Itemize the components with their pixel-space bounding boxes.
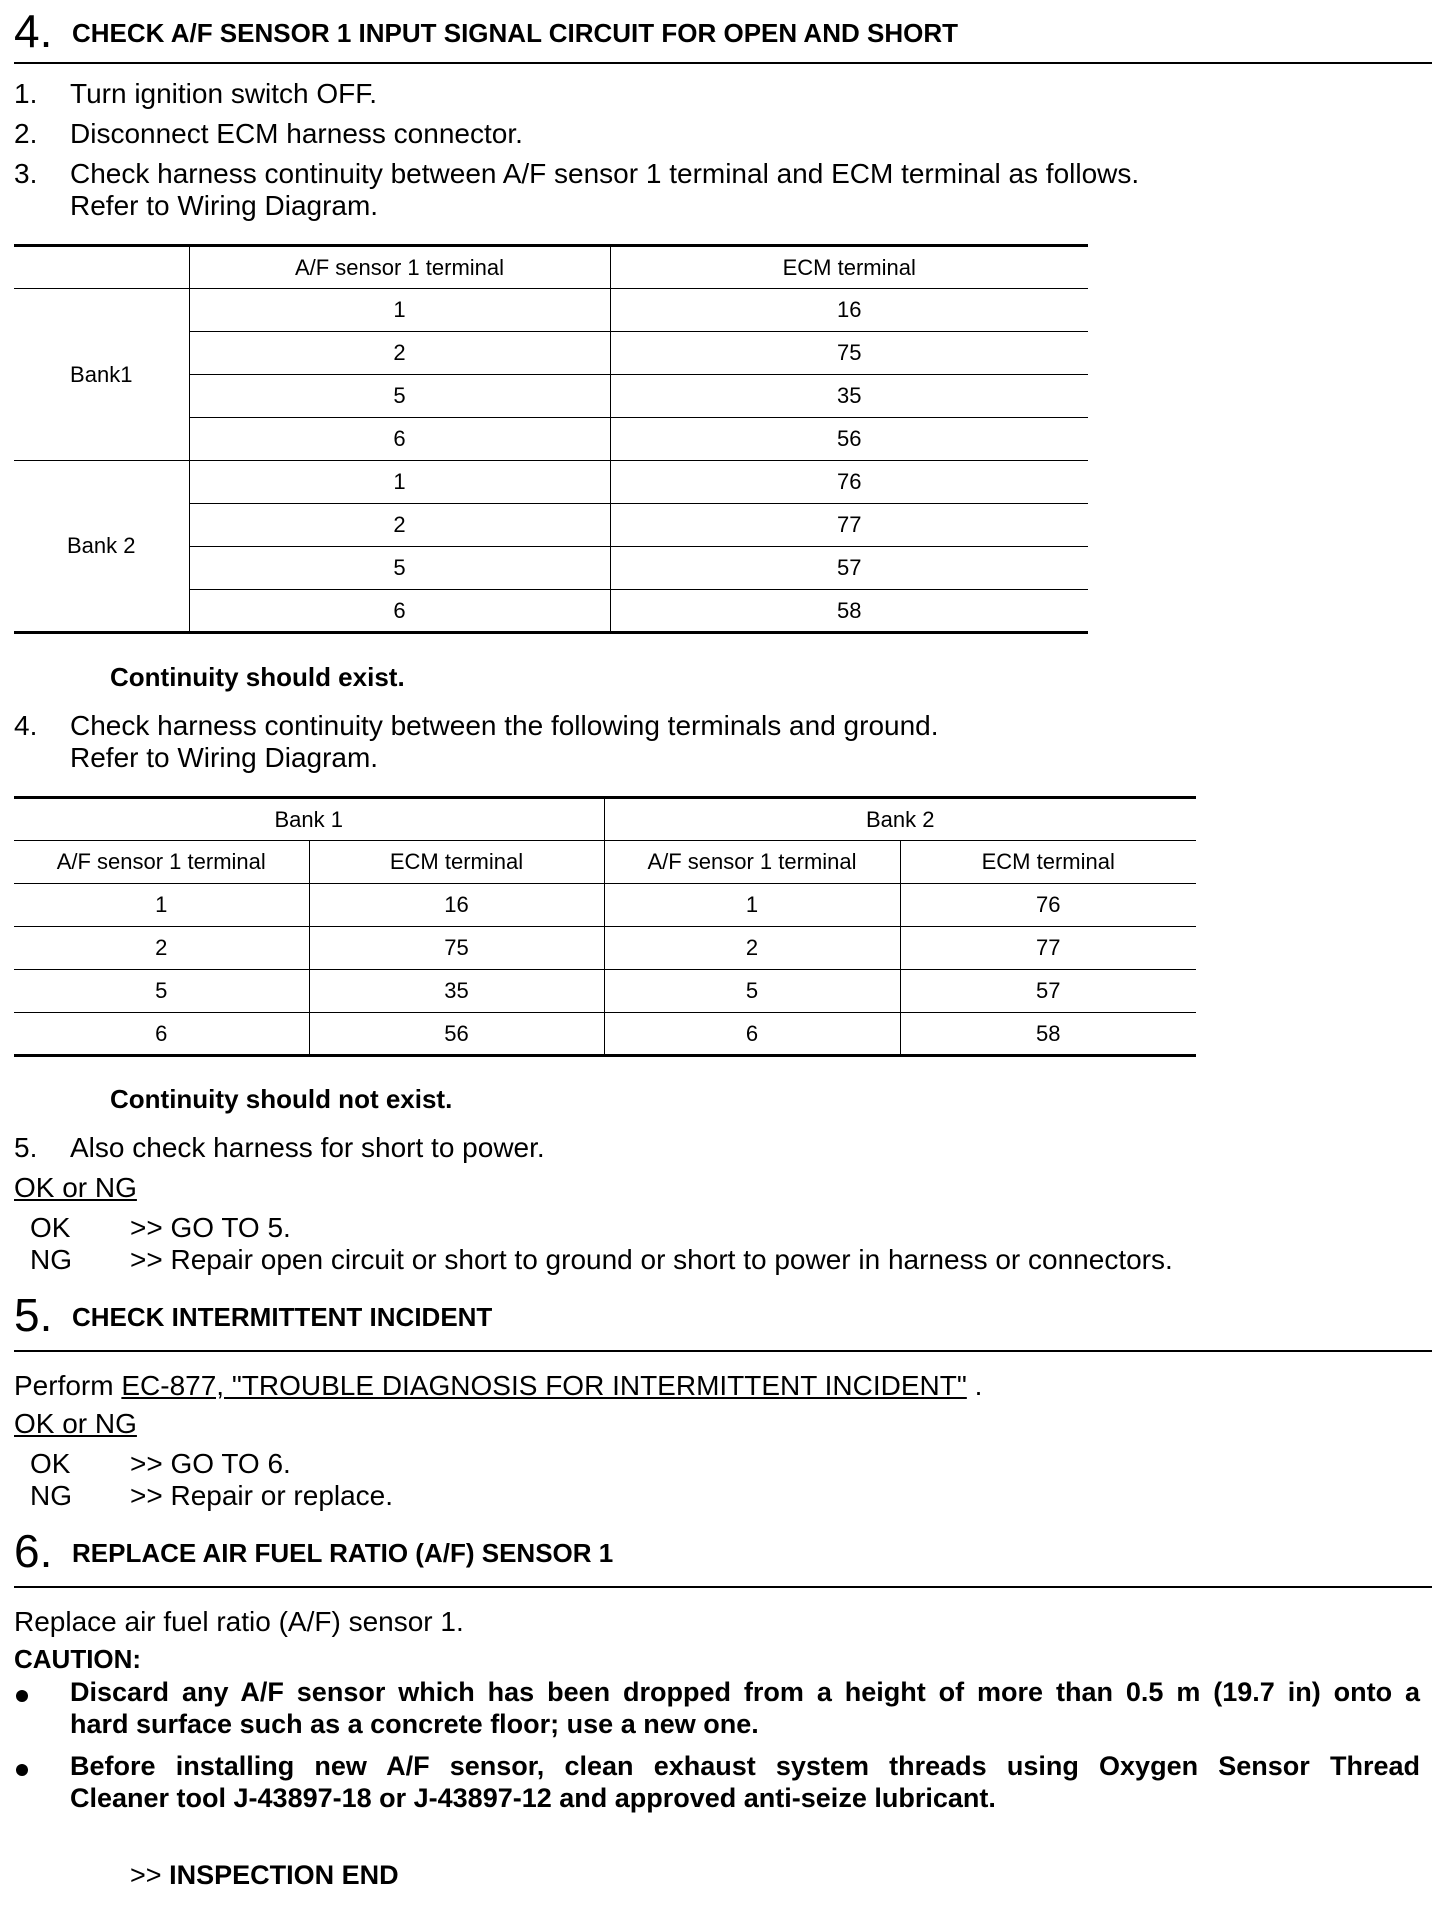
ok-or-ng-label: OK or NG bbox=[14, 1408, 137, 1439]
section-divider bbox=[14, 62, 1432, 64]
table-cell: 5 bbox=[189, 547, 610, 590]
step-subtext: Refer to Wiring Diagram. bbox=[70, 190, 379, 221]
continuity-table-1 bbox=[14, 244, 1088, 634]
trouble-diagnosis-link[interactable]: EC-877, "TROUBLE DIAGNOSIS FOR INTERMITTENT INCIDENT" bbox=[121, 1370, 967, 1401]
table-row bbox=[14, 884, 1196, 927]
table-cell: 56 bbox=[309, 1013, 604, 1056]
table-row bbox=[14, 289, 1088, 332]
replace-text: Replace air fuel ratio (A/F) sensor 1. bbox=[14, 1606, 464, 1637]
table-cell: 35 bbox=[309, 970, 604, 1013]
table-cell: 1 bbox=[189, 289, 610, 332]
table-cell: 57 bbox=[900, 970, 1196, 1013]
table-header-cell: A/F sensor 1 terminal bbox=[14, 841, 309, 884]
table-row bbox=[14, 1013, 1196, 1056]
bank-label: Bank1 bbox=[14, 289, 189, 461]
table-header-cell: ECM terminal bbox=[610, 246, 1088, 289]
ng-label: NG bbox=[30, 1244, 72, 1275]
table-cell: 2 bbox=[604, 927, 900, 970]
section-5-header bbox=[14, 1289, 1434, 1342]
table-cell: 2 bbox=[14, 927, 309, 970]
perform-suffix: . bbox=[974, 1370, 983, 1401]
table-cell: 6 bbox=[604, 1013, 900, 1056]
step-text: Disconnect ECM harness connector. bbox=[70, 118, 523, 149]
continuity-table-2 bbox=[14, 796, 1196, 1057]
table-cell: 16 bbox=[309, 884, 604, 927]
table-cell: 58 bbox=[900, 1013, 1196, 1056]
table-row bbox=[14, 927, 1196, 970]
table-cell: 6 bbox=[189, 418, 610, 461]
section-divider bbox=[14, 1350, 1432, 1352]
end-text: INSPECTION END bbox=[169, 1860, 399, 1890]
table-cell: 1 bbox=[14, 884, 309, 927]
step-number: 4. bbox=[14, 710, 38, 741]
step-text: Turn ignition switch OFF. bbox=[70, 78, 378, 109]
table-cell: 75 bbox=[610, 332, 1088, 375]
table-subheader-row bbox=[14, 841, 1196, 884]
step-number: 5. bbox=[14, 1132, 38, 1163]
bank-header: Bank 2 bbox=[604, 798, 1196, 841]
table-row bbox=[14, 970, 1196, 1013]
ng-action: >> Repair or replace. bbox=[130, 1480, 394, 1511]
section-5-title: CHECK INTERMITTENT INCIDENT bbox=[72, 1302, 493, 1332]
table-cell: 77 bbox=[900, 927, 1196, 970]
table-row bbox=[14, 461, 1088, 504]
caution-line: Discard any A/F sensor which has been dropped from a height of more than 0.5 m (19.7 in) onto a bbox=[70, 1677, 1420, 1707]
perform-line bbox=[14, 1370, 982, 1402]
section-6-title: REPLACE AIR FUEL RATIO (A/F) SENSOR 1 bbox=[72, 1538, 614, 1568]
table-cell: 77 bbox=[610, 504, 1088, 547]
bullet-icon bbox=[16, 1690, 28, 1702]
table-header-cell: A/F sensor 1 terminal bbox=[604, 841, 900, 884]
table-cell: 2 bbox=[189, 504, 610, 547]
caution-line: Cleaner tool J-43897-18 or J-43897-12 and approved anti-seize lubricant. bbox=[70, 1783, 996, 1813]
ok-label: OK bbox=[30, 1212, 71, 1243]
table-cell: 57 bbox=[610, 547, 1088, 590]
ng-label: NG bbox=[30, 1480, 72, 1511]
table-cell: 75 bbox=[309, 927, 604, 970]
section-4-number: 4. bbox=[14, 5, 53, 57]
table-cell: 35 bbox=[610, 375, 1088, 418]
section-6-header bbox=[14, 1525, 1434, 1578]
step-text: Check harness continuity between the following terminals and ground. bbox=[70, 710, 939, 741]
step-number: 1. bbox=[14, 78, 38, 109]
caution-line: Before installing new A/F sensor, clean exhaust system threads using Oxygen Sensor Thread bbox=[70, 1751, 1420, 1781]
step-number: 2. bbox=[14, 118, 38, 149]
step-text: Also check harness for short to power. bbox=[70, 1132, 545, 1163]
ok-or-ng-label: OK or NG bbox=[14, 1172, 137, 1203]
table-cell: 5 bbox=[189, 375, 610, 418]
table-cell: 5 bbox=[604, 970, 900, 1013]
bank-label: Bank 2 bbox=[14, 461, 189, 633]
table-header-cell: A/F sensor 1 terminal bbox=[189, 246, 610, 289]
inspection-end bbox=[130, 1860, 399, 1891]
table-header-cell: ECM terminal bbox=[900, 841, 1196, 884]
table-cell: 56 bbox=[610, 418, 1088, 461]
bank-header: Bank 1 bbox=[14, 798, 604, 841]
table-cell: 6 bbox=[189, 590, 610, 633]
section-5-number: 5. bbox=[14, 1289, 53, 1341]
table-cell: 1 bbox=[604, 884, 900, 927]
table-cell: 1 bbox=[189, 461, 610, 504]
caution-item bbox=[70, 1750, 1420, 1814]
ng-action: >> Repair open circuit or short to ground or short to power in harness or connectors. bbox=[130, 1244, 1173, 1275]
ok-action: >> GO TO 6. bbox=[130, 1448, 291, 1479]
section-4-title: CHECK A/F SENSOR 1 INPUT SIGNAL CIRCUIT FOR OPEN AND SHORT bbox=[72, 18, 958, 48]
caution-label: CAUTION: bbox=[14, 1644, 142, 1674]
table-cell: 5 bbox=[14, 970, 309, 1013]
section-6-number: 6. bbox=[14, 1525, 53, 1577]
bullet-icon bbox=[16, 1764, 28, 1776]
table-header-row bbox=[14, 798, 1196, 841]
table-cell: 58 bbox=[610, 590, 1088, 633]
ok-action: >> GO TO 5. bbox=[130, 1212, 291, 1243]
table-cell: 76 bbox=[610, 461, 1088, 504]
end-arrow: >> bbox=[130, 1860, 162, 1890]
table-cell: 6 bbox=[14, 1013, 309, 1056]
ok-label: OK bbox=[30, 1448, 71, 1479]
section-4-header bbox=[14, 5, 1434, 58]
perform-prefix: Perform bbox=[14, 1370, 114, 1401]
continuity-note: Continuity should not exist. bbox=[110, 1084, 453, 1114]
step-subtext: Refer to Wiring Diagram. bbox=[70, 742, 379, 773]
table-header-cell: ECM terminal bbox=[309, 841, 604, 884]
table-cell: 16 bbox=[610, 289, 1088, 332]
section-divider bbox=[14, 1586, 1432, 1588]
table-header-cell bbox=[14, 246, 189, 289]
step-text: Check harness continuity between A/F sensor 1 terminal and ECM terminal as follows. bbox=[70, 158, 1140, 189]
caution-line: hard surface such as a concrete floor; use a new one. bbox=[70, 1709, 759, 1739]
step-number: 3. bbox=[14, 158, 38, 189]
table-cell: 76 bbox=[900, 884, 1196, 927]
caution-item bbox=[70, 1676, 1420, 1740]
continuity-note: Continuity should exist. bbox=[110, 662, 405, 692]
table-header-row bbox=[14, 246, 1088, 289]
table-cell: 2 bbox=[189, 332, 610, 375]
